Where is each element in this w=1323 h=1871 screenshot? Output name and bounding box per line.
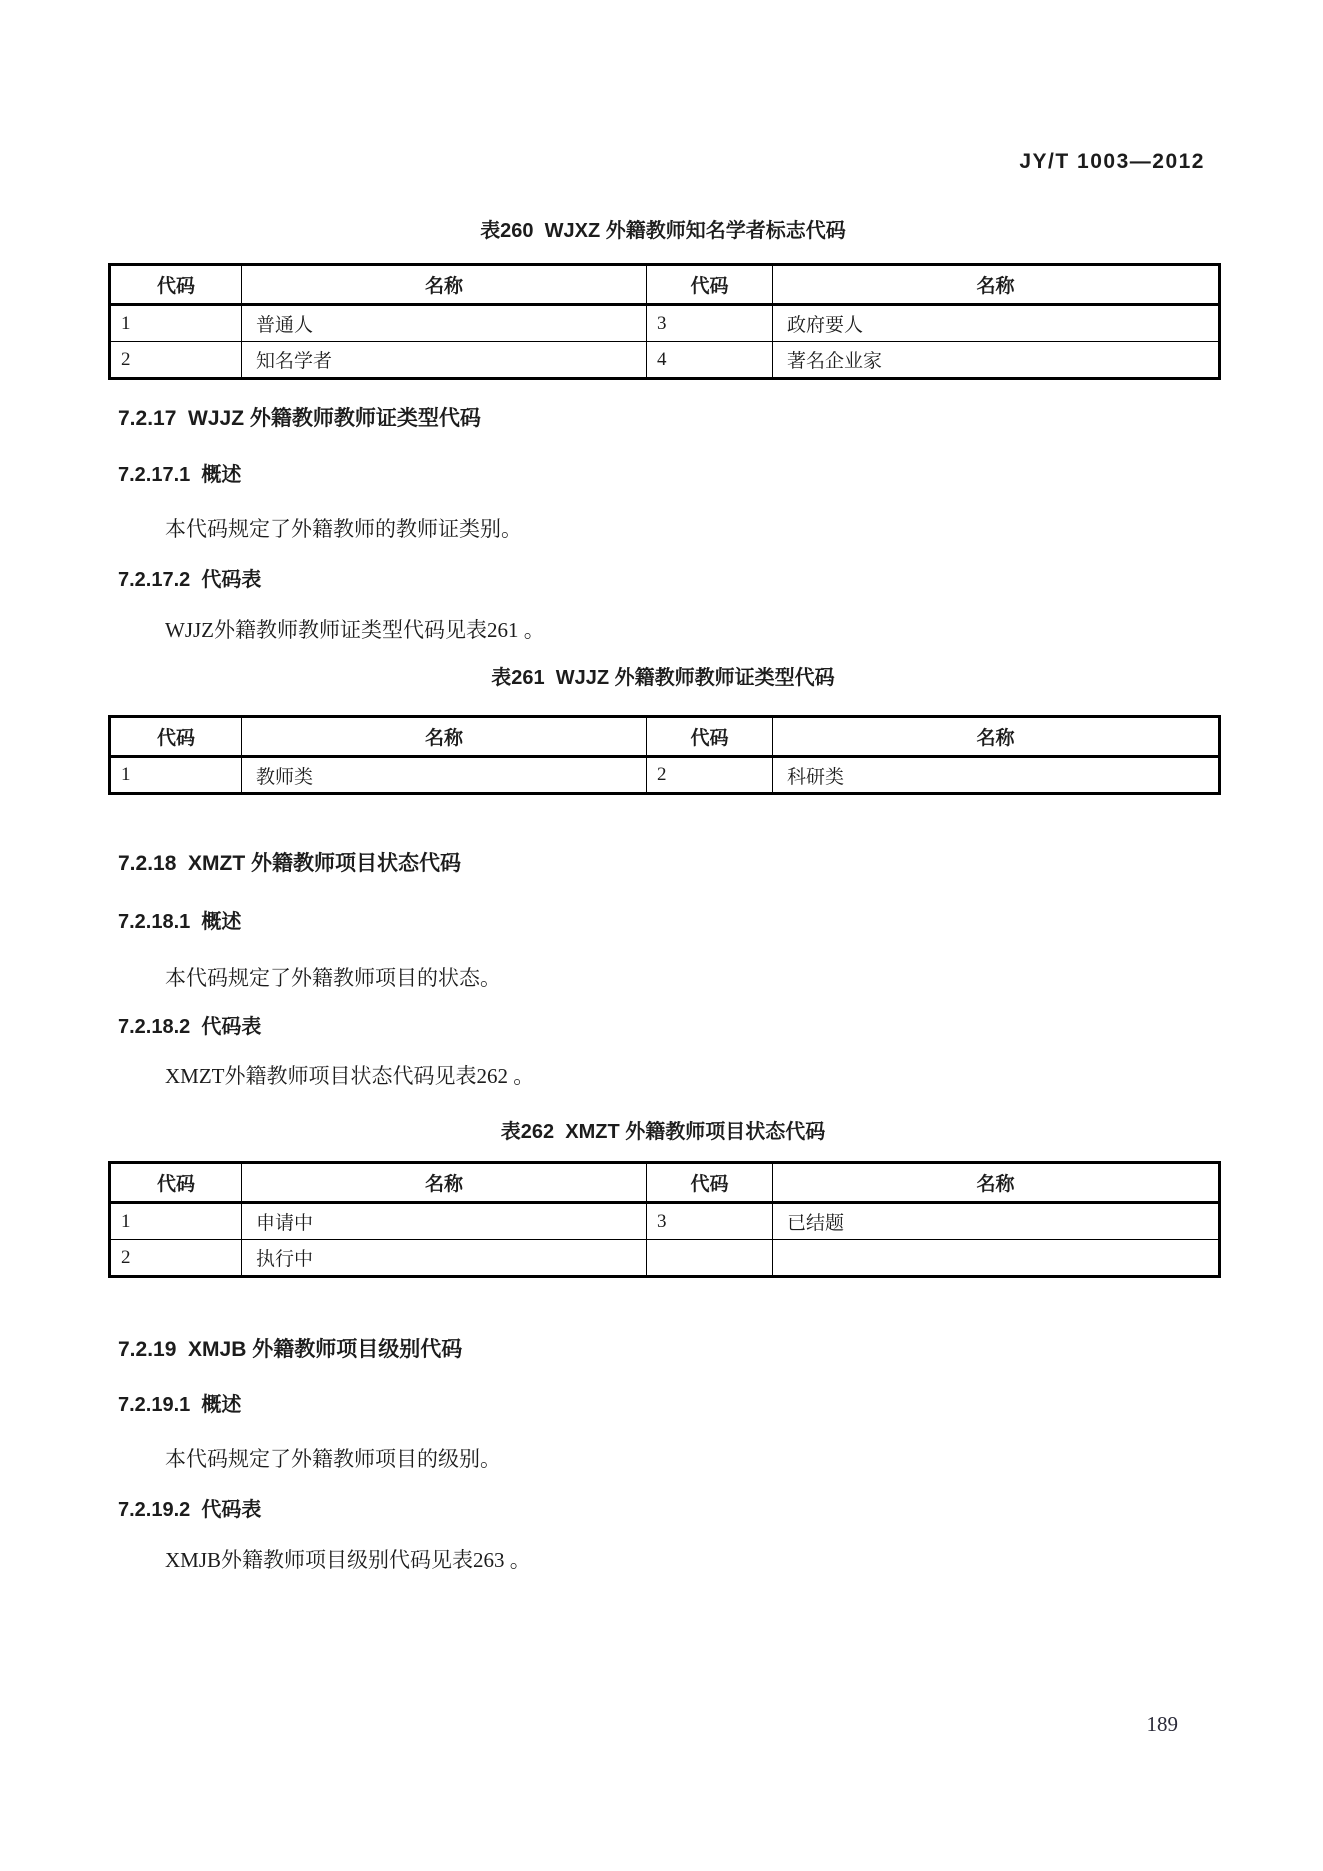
table260-header-row [110,265,1220,305]
page-number: 189 [1146,1712,1178,1736]
table262-row-2 [110,1240,1220,1277]
table261-cell-name: 教师类 [242,757,647,794]
section-7-2-19-2-heading: 7.2.19.2 代码表 [118,1499,262,1521]
table261-cell-code: 1 [110,757,242,794]
section-7-2-17-2-heading: 7.2.17.2 代码表 [118,569,262,591]
table262-cell-code-empty [647,1240,773,1277]
table262-header-row [110,1163,1220,1203]
table260-title: 表260 WJXZ 外籍教师知名学者标志代码 [480,220,846,242]
table261-header-code-2: 代码 [647,717,773,757]
table260-cell-name: 普通人 [242,305,647,342]
section-7-2-19-heading: 7.2.19 XMJB 外籍教师项目级别代码 [118,1338,463,1361]
table262-cell-name-empty [773,1240,1220,1277]
table262-cell-name: 申请中 [242,1203,647,1240]
section-7-2-18-1-heading: 7.2.18.1 概述 [118,911,242,933]
table260-header-code-1: 代码 [110,265,242,305]
table262-header-code-1: 代码 [110,1163,242,1203]
table262 [108,1161,1221,1278]
table262-title: 表262 XMZT 外籍教师项目状态代码 [500,1121,826,1143]
table260-cell-name: 著名企业家 [773,342,1220,379]
table260-row-2 [110,342,1220,379]
page-content [108,0,1218,1574]
table261-cell-code: 2 [647,757,773,794]
table260-header-name-1: 名称 [242,265,647,305]
table260 [108,263,1221,380]
table260-cell-code: 4 [647,342,773,379]
section-7-2-17-heading: 7.2.17 WJJZ 外籍教师教师证类型代码 [118,407,481,430]
table261-header-name-1: 名称 [242,717,647,757]
table262-cell-code: 1 [110,1203,242,1240]
section-7-2-18-codetable-text: XMZT外籍教师项目状态代码见表262 。 [165,1064,535,1088]
table261-header-row [110,717,1220,757]
table260-header-name-2: 名称 [773,265,1220,305]
table261-header-name-2: 名称 [773,717,1220,757]
table260-row-1 [110,305,1220,342]
table261-header-code-1: 代码 [110,717,242,757]
table261-title: 表261 WJJZ 外籍教师教师证类型代码 [491,667,835,689]
section-7-2-19-codetable-text: XMJB外籍教师项目级别代码见表263 。 [165,1548,531,1572]
standard-code-header: JY/T 1003—2012 [1019,150,1205,173]
section-7-2-19-overview-text: 本代码规定了外籍教师项目的级别。 [165,1447,501,1471]
table261-cell-name: 科研类 [773,757,1220,794]
section-7-2-17-1-heading: 7.2.17.1 概述 [118,464,242,486]
section-7-2-18-overview-text: 本代码规定了外籍教师项目的状态。 [165,966,501,990]
table262-cell-code: 2 [110,1240,242,1277]
table262-row-1 [110,1203,1220,1240]
section-7-2-18-heading: 7.2.18 XMZT 外籍教师项目状态代码 [118,852,462,875]
section-7-2-18-2-heading: 7.2.18.2 代码表 [118,1016,262,1038]
table262-cell-name: 执行中 [242,1240,647,1277]
table260-cell-name: 知名学者 [242,342,647,379]
table262-header-name-1: 名称 [242,1163,647,1203]
table262-cell-code: 3 [647,1203,773,1240]
table260-header-code-2: 代码 [647,265,773,305]
section-7-2-17-overview-text: 本代码规定了外籍教师的教师证类别。 [165,517,522,541]
table260-cell-code: 1 [110,305,242,342]
table261 [108,715,1221,795]
section-7-2-19-1-heading: 7.2.19.1 概述 [118,1394,242,1416]
table262-cell-name: 已结题 [773,1203,1220,1240]
section-7-2-17-codetable-text: WJJZ外籍教师教师证类型代码见表261 。 [165,618,545,642]
table260-cell-code: 2 [110,342,242,379]
table261-row-1 [110,757,1220,794]
table262-header-name-2: 名称 [773,1163,1220,1203]
table260-cell-code: 3 [647,305,773,342]
table262-header-code-2: 代码 [647,1163,773,1203]
table260-cell-name: 政府要人 [773,305,1220,342]
